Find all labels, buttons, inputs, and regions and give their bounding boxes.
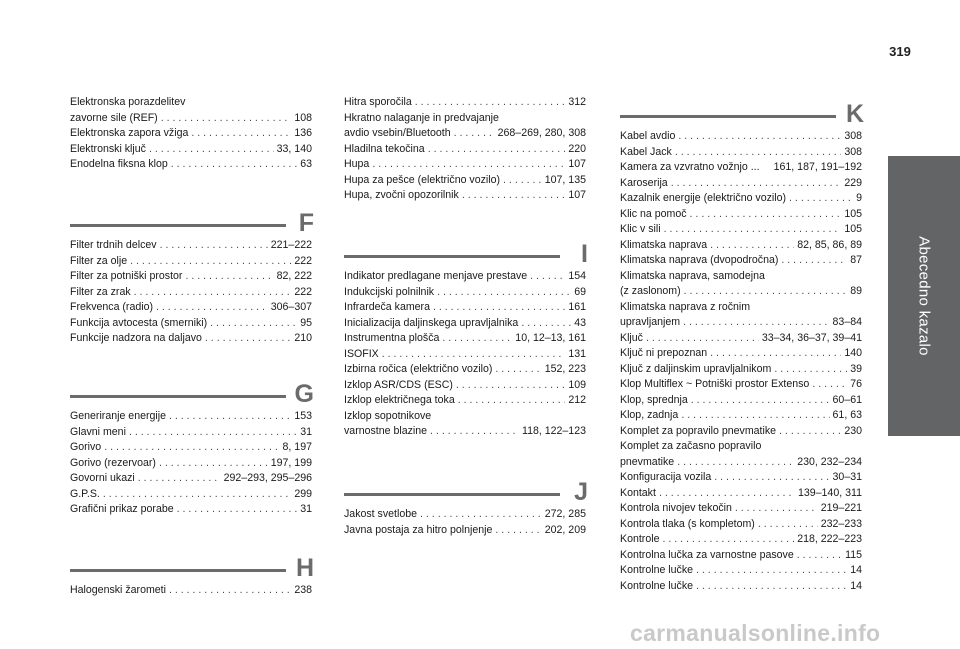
index-entry [620, 579, 862, 595]
dot-leader [382, 347, 566, 363]
index-entry [344, 269, 586, 285]
entry-pages: 9 [856, 192, 862, 204]
dot-leader [690, 207, 842, 223]
dot-leader [789, 191, 853, 207]
dot-leader [495, 362, 541, 378]
index-entry [620, 563, 862, 579]
dot-leader [437, 285, 571, 301]
entry-pages: 306–307 [270, 301, 312, 313]
dot-leader [664, 222, 842, 238]
entry-term: Glavni meni [70, 425, 126, 438]
entry-term: pnevmatike [620, 455, 675, 468]
entry-pages: 229 [844, 176, 862, 189]
entry-term: Klop Multiflex ~ Potniški prostor Extenso [620, 378, 810, 390]
entry-term: Klimatska naprava, samodejna [620, 269, 765, 282]
index-entry [620, 532, 862, 548]
index-entry [70, 440, 312, 456]
dot-leader [372, 157, 565, 173]
dot-leader [691, 393, 830, 409]
index-entry [70, 456, 312, 472]
section-letter: J [574, 478, 588, 506]
dot-leader [169, 409, 291, 425]
dot-leader [169, 583, 291, 599]
entry-term: Halogenski žarometi [70, 584, 166, 596]
entry-term: Izklop ASR/CDS (ESC) [344, 378, 453, 391]
dot-leader [503, 173, 542, 189]
entry-pages: 218, 222–223 [797, 533, 862, 545]
index-entry [344, 300, 586, 316]
entry-pages: 131 [568, 347, 586, 360]
entry-pages: 39 [850, 362, 862, 375]
index-entry [70, 425, 312, 441]
index-entry-list [70, 238, 312, 347]
entry-pages: 61, 63 [832, 409, 862, 421]
index-entry [620, 331, 862, 347]
entry-term: Izklop sopotnikove [344, 409, 432, 422]
entry-term: Gorivo [70, 441, 102, 453]
index-entry [70, 238, 312, 254]
entry-term: Govorni ukazi [70, 472, 135, 484]
index-entry [70, 331, 312, 347]
dot-leader [677, 455, 794, 471]
dot-leader [662, 532, 794, 548]
entry-pages: 308 [844, 145, 862, 158]
entry-pages: 152, 223 [544, 363, 586, 375]
index-entry [70, 409, 312, 425]
index-entry [620, 284, 862, 300]
dot-leader [675, 145, 841, 161]
index-entry [344, 188, 586, 204]
dot-leader [191, 126, 291, 142]
section-letter: H [295, 554, 314, 582]
dot-leader [659, 486, 795, 502]
index-entry [344, 316, 586, 332]
side-tab-label: Abecedno kazalo [915, 236, 933, 356]
entry-term: Ključ ni prepoznan [620, 347, 708, 359]
index-entry [620, 191, 862, 207]
index-entry [70, 316, 312, 332]
entry-term: Klimatska naprava z ročnim [620, 300, 751, 313]
index-entry-list [70, 409, 312, 518]
index-entry [70, 142, 312, 158]
dot-leader [458, 393, 566, 409]
dot-leader [149, 142, 274, 158]
entry-pages: 69 [574, 285, 586, 298]
dot-leader [454, 126, 495, 142]
dot-leader [177, 502, 298, 518]
index-entry [620, 300, 862, 316]
dot-leader [433, 300, 565, 316]
entry-term: Klic na pomoč [620, 207, 687, 220]
entry-term: Instrumentna plošča [344, 332, 440, 344]
index-entry [344, 424, 586, 440]
dot-leader [171, 157, 297, 173]
entry-pages: 197, 199 [270, 456, 312, 469]
index-entry [344, 507, 586, 523]
entry-term: Karoserija [620, 176, 668, 189]
entry-term: Filter trdnih delcev [70, 239, 157, 251]
index-entry [344, 347, 586, 363]
dot-leader [420, 507, 542, 523]
index-entry [70, 111, 312, 127]
index-entry-list [344, 507, 586, 538]
entry-term: Javna postaja za hitro polnjenje [344, 523, 493, 536]
index-entry [70, 269, 312, 285]
entry-pages: 33–34, 36–37, 39–41 [761, 331, 862, 344]
entry-term: Inicializacija daljinskega upravljalnika [344, 316, 519, 329]
entry-pages: 238 [294, 584, 312, 596]
index-entry [620, 486, 862, 502]
entry-pages: 107 [568, 158, 586, 170]
dot-leader [696, 579, 847, 595]
entry-pages: 82, 222 [276, 270, 312, 282]
entry-term: ISOFIX [344, 347, 379, 360]
entry-pages: 140 [844, 347, 862, 359]
entry-pages: 95 [300, 316, 312, 329]
index-entry [620, 424, 862, 440]
index-entry-list [70, 583, 312, 599]
dot-leader [678, 129, 841, 145]
index-entry [70, 157, 312, 173]
entry-pages: 108 [294, 111, 312, 124]
entry-term: Kontrola tlaka (s kompletom) [620, 517, 755, 530]
dot-leader [684, 284, 848, 300]
entry-term: Hupa za pešce (električno vozilo) [344, 173, 501, 186]
index-entry [620, 501, 862, 517]
entry-term: Infrardeča kamera [344, 301, 430, 313]
entry-pages: 139–140, 311 [797, 486, 862, 499]
entry-pages: 30–31 [832, 471, 862, 483]
entry-pages: 268–269, 280, 308 [497, 127, 586, 139]
entry-term: Indukcijski polnilnik [344, 285, 435, 298]
entry-term: Komplet za začasno popravilo [620, 440, 762, 452]
index-entry [620, 176, 862, 192]
entry-term: Kontrolne lučke [620, 564, 694, 576]
entry-term: Klop, sprednja [620, 393, 688, 406]
section-letter: I [581, 240, 588, 268]
dot-leader [210, 316, 297, 332]
entry-term: Frekvenca (radio) [70, 301, 154, 313]
entry-term: zavorne sile (REF) [70, 111, 158, 124]
entry-term: Komplet za popravilo pnevmatike [620, 424, 777, 437]
entry-term: Jakost svetlobe [344, 508, 418, 520]
index-entry [620, 253, 862, 269]
dot-leader [462, 188, 565, 204]
dot-leader [160, 238, 268, 254]
entry-pages: 222 [294, 285, 312, 298]
index-entry [344, 95, 586, 111]
entry-term: Elektronska porazdelitev [70, 96, 186, 108]
entry-term: Hupa [344, 158, 370, 170]
dot-leader [185, 269, 273, 285]
dot-leader [779, 424, 841, 440]
entry-term: Kontrola nivojev tekočin [620, 502, 732, 514]
entry-pages: 82, 85, 86, 89 [797, 238, 862, 251]
index-entry [620, 439, 862, 455]
index-entry [70, 126, 312, 142]
letter-divider [344, 493, 560, 496]
dot-leader [159, 456, 268, 472]
index-entry [620, 517, 862, 533]
letter-divider [70, 569, 286, 572]
entry-pages: 118, 122–123 [521, 425, 586, 437]
entry-term: Hitra sporočila [344, 96, 412, 108]
entry-pages: 105 [844, 207, 862, 220]
dot-leader [205, 331, 291, 347]
index-entry [70, 471, 312, 487]
entry-pages: 109 [568, 378, 586, 391]
dot-leader [156, 300, 268, 316]
entry-pages: 31 [300, 503, 312, 515]
entry-pages: 161 [568, 301, 586, 313]
entry-pages: 230 [844, 424, 862, 437]
entry-pages: 299 [294, 487, 312, 500]
entry-term: Klimatska naprava [620, 238, 708, 251]
index-entry [344, 378, 586, 394]
entry-pages: 83–84 [832, 316, 862, 328]
entry-pages: 105 [844, 223, 862, 235]
index-entry [620, 362, 862, 378]
entry-term: Grafični prikaz porabe [70, 503, 174, 515]
entry-pages: 212 [568, 394, 586, 406]
dot-leader [430, 424, 519, 440]
index-entry [620, 455, 862, 471]
index-entry [620, 269, 862, 285]
dot-leader [797, 548, 842, 564]
page-number: 319 [889, 44, 911, 59]
dot-leader [735, 501, 818, 517]
entry-pages: 14 [850, 579, 862, 592]
entry-term: Izbirna ročica (električno vozilo) [344, 363, 493, 375]
entry-term: Funkcije nadzora na daljavo [70, 332, 202, 344]
dot-leader [161, 111, 292, 127]
dot-leader [758, 517, 818, 533]
section-letter: K [845, 100, 864, 128]
side-tab [888, 156, 960, 436]
index-entry [620, 393, 862, 409]
index-entry [70, 254, 312, 270]
dot-leader [530, 269, 565, 285]
dot-leader [521, 316, 571, 332]
dot-leader [428, 142, 566, 158]
entry-pages: 308 [844, 130, 862, 142]
dot-leader [812, 377, 847, 393]
entry-term: Indikator predlagane menjave prestave [344, 270, 528, 282]
index-entry [620, 160, 862, 176]
letter-divider [70, 395, 286, 398]
dot-leader [671, 176, 842, 192]
entry-term: avdio vsebin/Bluetooth [344, 127, 451, 139]
entry-term: upravljanjem [620, 316, 681, 328]
index-entry [620, 207, 862, 223]
index-entry [70, 502, 312, 518]
dot-leader [774, 362, 847, 378]
dot-leader [103, 487, 291, 503]
entry-pages: 202, 209 [544, 523, 586, 536]
dot-leader [104, 440, 279, 456]
index-entry-list [344, 269, 586, 440]
index-entry [344, 126, 586, 142]
entry-pages: 31 [300, 425, 312, 438]
entry-term: Filter za olje [70, 254, 128, 267]
entry-pages: 60–61 [832, 393, 862, 406]
dot-leader [696, 563, 847, 579]
entry-pages: 10, 12–13, 161 [515, 332, 586, 344]
entry-pages: 76 [850, 378, 862, 390]
index-entry-list [70, 95, 312, 173]
entry-pages: 230, 232–234 [797, 455, 862, 468]
entry-term: Izklop električnega toka [344, 394, 455, 406]
dot-leader [442, 331, 512, 347]
entry-pages: 153 [294, 410, 312, 422]
entry-term: Ključ [620, 331, 643, 344]
entry-term: Kontrolne lučke [620, 579, 694, 592]
entry-term: Gorivo (rezervoar) [70, 456, 156, 469]
index-entry [344, 362, 586, 378]
entry-term: Kontakt [620, 486, 656, 499]
entry-pages: 272, 285 [544, 508, 586, 520]
index-entry [620, 222, 862, 238]
entry-term: Generiranje energije [70, 410, 166, 422]
entry-pages: 33, 140 [276, 142, 312, 155]
letter-divider [344, 255, 560, 258]
index-entry [344, 409, 586, 425]
index-entry [344, 331, 586, 347]
dot-leader [495, 523, 541, 539]
entry-pages: 43 [574, 316, 586, 329]
entry-term: Kabel avdio [620, 130, 676, 142]
dot-leader [129, 425, 297, 441]
dot-leader [646, 331, 759, 347]
dot-leader [456, 378, 565, 394]
entry-pages: 219–221 [820, 502, 862, 514]
entry-pages: 220 [568, 142, 586, 155]
watermark: carmanualsonline.info [630, 620, 881, 646]
entry-term: Konfiguracija vozila [620, 471, 712, 483]
dot-leader [138, 471, 221, 487]
section-letter: G [294, 380, 314, 408]
index-entry [344, 111, 586, 127]
index-entry [344, 523, 586, 539]
entry-term: Elektronski ključ [70, 142, 146, 155]
entry-pages: 8, 197 [282, 441, 312, 453]
entry-pages: 292–293, 295–296 [223, 472, 312, 484]
entry-term: Enodelna fiksna klop [70, 158, 168, 170]
entry-pages: 115 [845, 548, 862, 561]
index-entry [344, 285, 586, 301]
entry-term: Filter za zrak [70, 285, 131, 298]
entry-pages: 89 [850, 285, 862, 297]
entry-pages: 232–233 [820, 517, 862, 530]
entry-term: Kabel Jack [620, 145, 672, 158]
dot-leader [781, 253, 847, 269]
entry-term: Funkcija avtocesta (smerniki) [70, 316, 208, 329]
dot-leader [130, 254, 291, 270]
index-entry [344, 157, 586, 173]
entry-pages: 312 [568, 96, 586, 108]
index-entry [620, 238, 862, 254]
dot-leader [710, 238, 794, 254]
dot-leader [134, 285, 292, 301]
index-entry [620, 408, 862, 424]
entry-term: Kazalnik energije (električno vozilo) [620, 192, 787, 204]
index-entry [620, 315, 862, 331]
entry-pages: 210 [294, 332, 312, 344]
index-entry [620, 377, 862, 393]
entry-term: G.P.S. [70, 487, 100, 500]
entry-pages: 221–222 [270, 239, 312, 251]
index-entry [620, 346, 862, 362]
entry-term: Elektronska zapora vžiga [70, 127, 189, 139]
entry-term: (z zaslonom) [620, 285, 681, 297]
dot-leader [714, 470, 829, 486]
section-letter: F [298, 209, 314, 237]
index-entry [344, 173, 586, 189]
entry-term: Hkratno nalaganje in predvajanje [344, 111, 499, 124]
dot-leader [415, 95, 566, 111]
entry-term: Ključ z daljinskim upravljalnikom [620, 362, 772, 375]
dot-leader [710, 346, 841, 362]
letter-divider [620, 115, 836, 118]
index-entry-list [344, 95, 586, 204]
index-entry [620, 548, 862, 564]
entry-term: Klop, zadnja [620, 409, 679, 421]
index-entry [620, 129, 862, 145]
entry-term: Kontrole [620, 533, 660, 545]
entry-pages: 154 [568, 270, 586, 282]
entry-term: Filter za potniški prostor [70, 270, 183, 282]
entry-pages: 63 [300, 158, 312, 170]
index-entry [620, 470, 862, 486]
index-entry [70, 300, 312, 316]
index-entry [344, 142, 586, 158]
index-entry-list [620, 129, 862, 594]
entry-term: varnostne blazine [344, 425, 428, 437]
entry-term: Hladilna tekočina [344, 142, 425, 155]
dot-leader [683, 315, 829, 331]
entry-term: Klic v sili [620, 223, 661, 235]
entry-pages: 107, 135 [544, 173, 586, 186]
entry-pages: 87 [850, 254, 862, 266]
entry-term: Klimatska naprava (dvopodročna) [620, 254, 779, 266]
entry-pages: 14 [850, 564, 862, 576]
entry-pages: 136 [294, 127, 312, 139]
entry-pages: 107 [568, 189, 586, 201]
entry-pages: 222 [294, 254, 312, 267]
entry-term: Hupa, zvočni opozorilnik [344, 189, 459, 201]
index-entry [70, 487, 312, 503]
index-entry [344, 393, 586, 409]
entry-term: Kamera za vzvratno vožnjo ... [620, 161, 760, 173]
index-entry [70, 95, 312, 111]
letter-divider [70, 224, 286, 227]
index-entry [620, 145, 862, 161]
entry-term: Kontrolna lučka za varnostne pasove [620, 548, 794, 561]
entry-pages: 161, 187, 191–192 [773, 161, 862, 173]
dot-leader [681, 408, 829, 424]
index-entry [70, 583, 312, 599]
index-entry [70, 285, 312, 301]
